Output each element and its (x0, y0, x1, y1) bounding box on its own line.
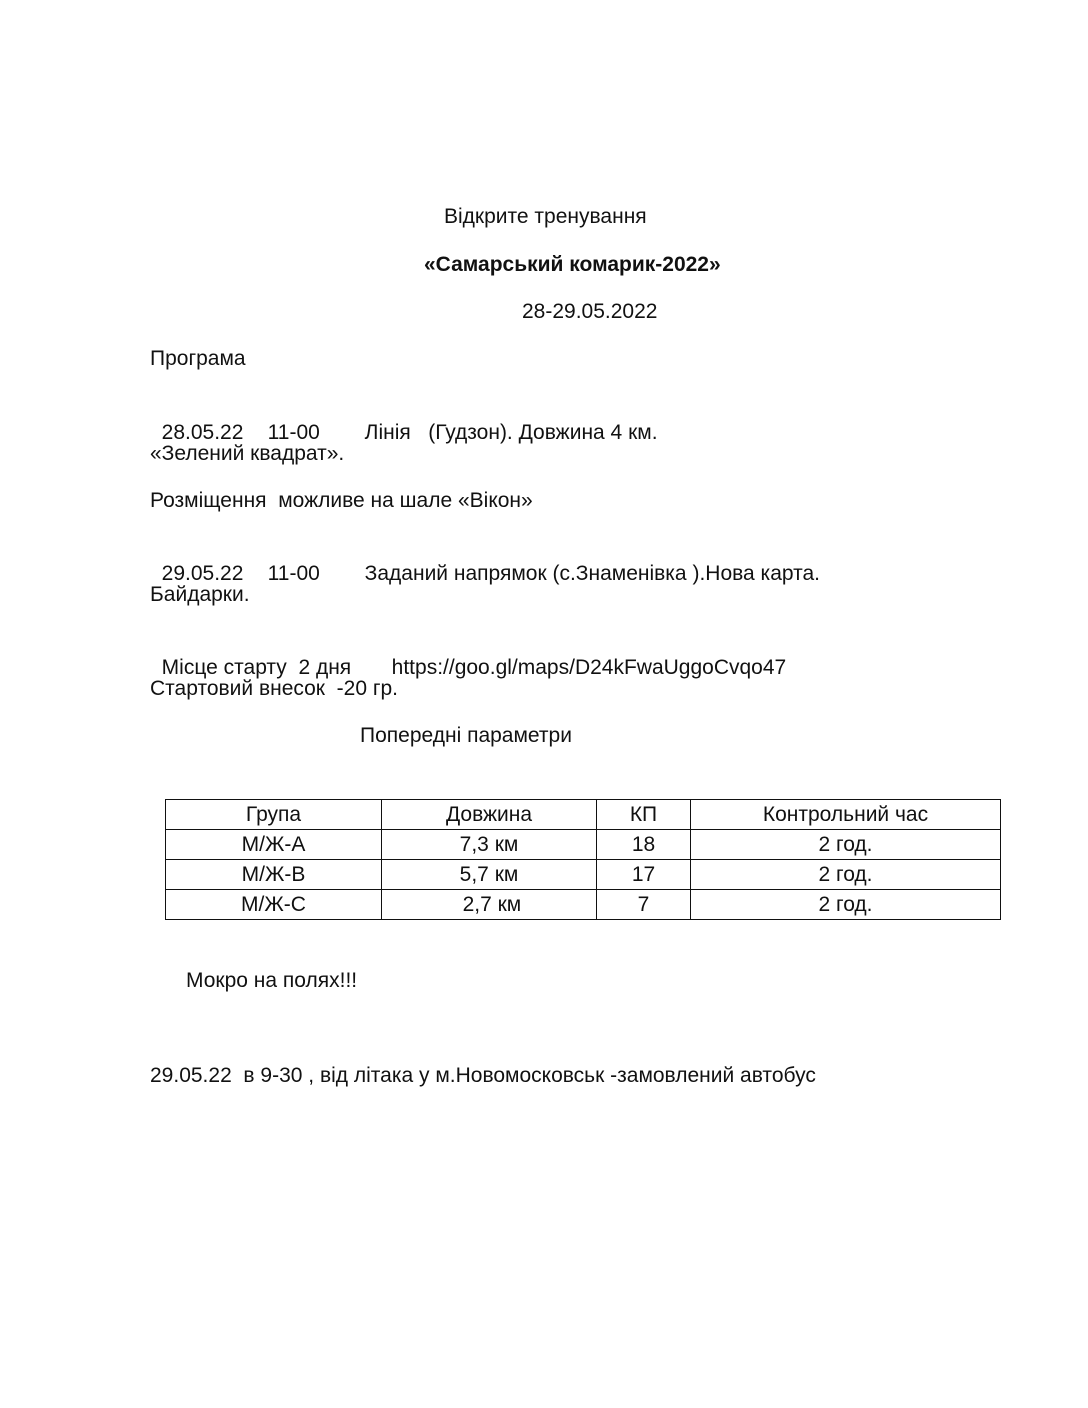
cell-length: 5,7 км (382, 860, 597, 890)
cell-group: М/Ж-В (166, 860, 382, 890)
cell-time-limit: 2 год. (691, 830, 1001, 860)
program-heading: Програма (150, 347, 246, 370)
cell-group: М/Ж-С (166, 890, 382, 920)
start-place-link[interactable]: https://goo.gl/maps/D24kFwaUggoCvqo47 (391, 656, 787, 679)
parameters-heading: Попередні параметри (360, 724, 572, 747)
cell-time-limit: 2 год. (691, 890, 1001, 920)
event-dates: 28-29.05.2022 (522, 300, 658, 323)
column-header-checkpoints: КП (597, 800, 691, 830)
column-header-group: Група (166, 800, 382, 830)
day2-schedule (150, 535, 820, 587)
day1-extra: «Зелений квадрат». (150, 442, 345, 465)
cell-time-limit: 2 год. (691, 860, 1001, 890)
bus-note: 29.05.22 в 9-30 , від літака у м.Новомосковськ -замовлений автобус (150, 1064, 816, 1087)
start-place (150, 629, 786, 681)
wet-fields-note: Мокро на полях!!! (186, 969, 358, 992)
day2-date: 29.05.22 (161, 562, 244, 585)
start-place-label: Місце старту 2 дня (161, 656, 352, 679)
cell-length: 2,7 км (382, 890, 597, 920)
table-row (166, 860, 1001, 890)
column-header-time-limit: Контрольний час (691, 800, 1001, 830)
day2-time: 11-00 (267, 562, 320, 585)
column-header-length: Довжина (382, 800, 597, 830)
cell-checkpoints: 17 (597, 860, 691, 890)
day1-schedule (150, 394, 658, 446)
event-name: «Самарський комарик-2022» (424, 253, 721, 276)
table-header-row (166, 800, 1001, 830)
cell-length: 7,3 км (382, 830, 597, 860)
table-row (166, 830, 1001, 860)
day2-description: Заданий напрямок (с.Знаменівка ).Нова карта. (364, 562, 820, 585)
parameters-table (165, 799, 1001, 920)
day2-extra: Байдарки. (150, 583, 250, 606)
cell-group: М/Ж-А (166, 830, 382, 860)
day1-date: 28.05.22 (161, 421, 244, 444)
cell-checkpoints: 7 (597, 890, 691, 920)
cell-checkpoints: 18 (597, 830, 691, 860)
day1-description: Лінія (Гудзон). Довжина 4 км. (364, 421, 658, 444)
document-title: Відкрите тренування (444, 205, 647, 228)
lodging-info: Розміщення можливе на шале «Вікон» (150, 489, 533, 512)
day1-time: 11-00 (267, 421, 320, 444)
table-row (166, 890, 1001, 920)
entry-fee: Стартовий внесок -20 гр. (150, 677, 399, 700)
